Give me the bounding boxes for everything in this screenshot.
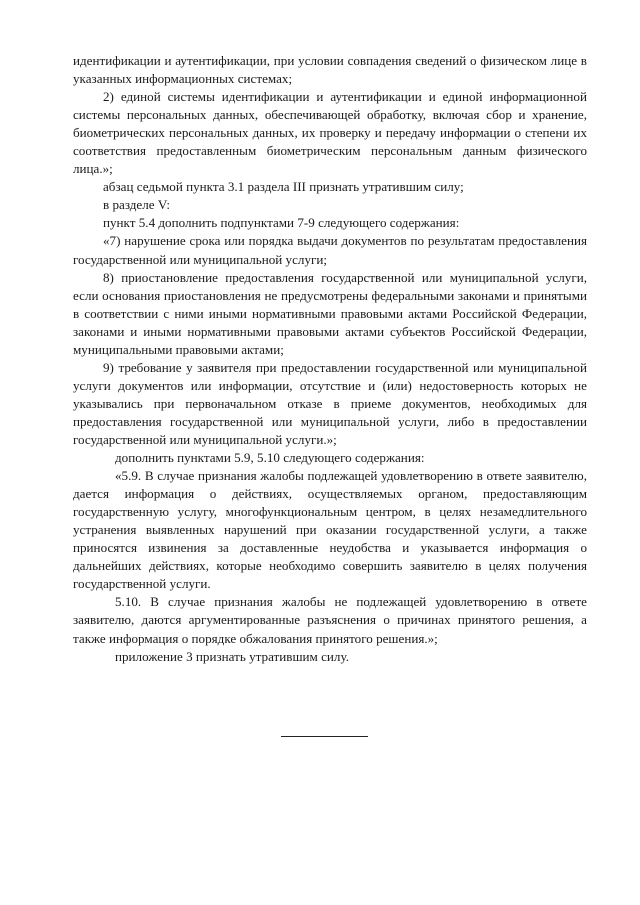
paragraph-item-2: 2) единой системы идентификации и аутентификации и единой информационной системы персональных данных, обеспечивающей обработку, включая сбор и хранение, биометрических персональных данных, их проверку и передачу информации о степени их соответствия предоставленным биометрическим персональным данным физического лица.»; bbox=[73, 89, 587, 177]
paragraph-section-5-intro: в разделе V: bbox=[103, 197, 170, 213]
paragraph-point-5-10: 5.10. В случае признания жалобы не подлежащей удовлетворению в ответе заявителю, даются аргументированные разъяснения о причинах принятого решения, а также информация о порядке обжалования принятого решения.»; bbox=[73, 594, 587, 646]
paragraph-subpoint-8: 8) приостановление предоставления государственной или муниципальной услуги, если основания приостановления не предусмотрены федеральными законами и принятыми в соответствии с ними иными нормативными правовыми актами Российской Федерации, законами и иными нормативными правовыми актами субъектов Российской Федерации, муниципальными правовыми актами; bbox=[73, 269, 587, 357]
paragraph-add-points: дополнить пунктами 5.9, 5.10 следующего содержания: bbox=[115, 450, 425, 466]
paragraph-subpoint-9: 9) требование у заявителя при предоставлении государственной или муниципальной услуги документов или информации, отсутствие и (или) недостоверность которых не указывались при первоначальном отказе в приеме документов, необходимых для предоставления государственной или муниципальной услуги, либо в предоставлении государственной или муниципальной услуги.»; bbox=[73, 359, 587, 447]
paragraph-continuation: идентификации и аутентификации, при условии совпадения сведений о физическом лице в указанных информационных системах; bbox=[73, 53, 587, 87]
document-body bbox=[73, 52, 587, 666]
paragraph-point-5-9: «5.9. В случае признания жалобы подлежащей удовлетворению в ответе заявителю, дается информация о действиях, осуществляемых органом, предоставляющим государственную услугу, многофункциональным центром, в целях незамедлительного устранения выявленных нарушений при оказании государственной услуги, а также приносятся извинения за доставленные неудобства и указывается информация о дальнейших действиях, которые необходимо совершить заявителю в целях получения государственной услуги. bbox=[73, 468, 587, 592]
paragraph-appendix-3: приложение 3 признать утратившим силу. bbox=[115, 648, 349, 664]
paragraph-section-3-amendment: абзац седьмой пункта 3.1 раздела III признать утратившим силу; bbox=[103, 179, 464, 195]
paragraph-point-5-4: пункт 5.4 дополнить подпунктами 7-9 следующего содержания: bbox=[103, 215, 460, 231]
paragraph-subpoint-7: «7) нарушение срока или порядка выдачи документов по результатам предоставления государственной или муниципальной услуги; bbox=[73, 233, 587, 267]
closing-rule bbox=[281, 736, 368, 737]
